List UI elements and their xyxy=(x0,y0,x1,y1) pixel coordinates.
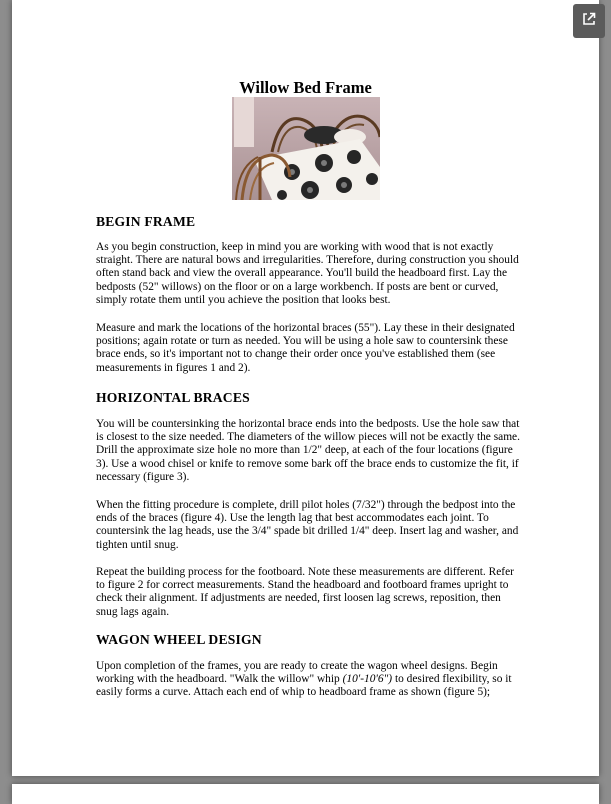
paragraph-text: Repeat the building process for the footboard. Note these measurements are different. Refer to figure 2 for correct measurements. Stand the headboard and footboard frames upright to check their alignment. If adjustments are needed, first loosen lag screws, reposition, then snug lags again. xyxy=(96,566,514,618)
paragraph-text: Measure and mark the locations of the horizontal braces (55"). Lay these in their designated positions; again rotate or turn as needed. You will be using a hole saw to countersink these brace ends, so it's important not to change their order once you've established them (see measurements in figures 1 and 2). xyxy=(96,322,515,374)
section-heading-horizontal-braces: HORIZONTAL BRACES xyxy=(96,390,250,405)
paragraph xyxy=(96,660,522,700)
section-heading-wagon-wheel-design: WAGON WHEEL DESIGN xyxy=(96,632,262,647)
paragraph xyxy=(96,241,522,307)
paragraph-text-part: to desired flexibility, so it easily forms a curve. Attach each end of whip to headboard frame as shown (figure 5); xyxy=(96,673,512,699)
paragraph-text xyxy=(96,660,522,700)
paragraph xyxy=(96,499,522,552)
paragraph xyxy=(96,418,522,484)
bed-photo xyxy=(232,97,380,200)
paragraph-text: You will be countersinking the horizontal brace ends into the bedposts. Use the hole saw that is closest to the size needed. The diameters of the willow pieces will not be exactly the same. Drill the approximate size hole no more than 1/2" deep, at each of the four locations (figure 3). Use a wood chisel or knife to remove some bark off the brace ends to customize the fit, if necessary (figure 3). xyxy=(96,418,520,483)
open-in-new-window-button[interactable] xyxy=(573,4,605,38)
section-heading-begin-frame: BEGIN FRAME xyxy=(96,214,196,229)
next-document-page xyxy=(12,784,599,804)
open-external-icon xyxy=(581,11,597,32)
paragraph xyxy=(96,566,522,619)
document-title: Willow Bed Frame xyxy=(239,78,372,97)
paragraph xyxy=(96,322,522,375)
paragraph-text: When the fitting procedure is complete, drill pilot holes (7/32") through the bedpost into the ends of the braces (figure 4). Use the length lag that best accommodates each joint. To countersink the lag heads, use the 3/4" spade bit drilled 1/4" deep. Insert lag and washer, and tighten until snug. xyxy=(96,499,519,551)
paragraph-text: As you begin construction, keep in mind you are working with wood that is not exactly straight. There are natural bows and irregularities. Therefore, during construction you should often stand back and view the overall appearance. You'll build the headboard first. Lay the bedposts (52" willows) on the floor or on a large workbench. If posts are bent or curved, simply rotate them until you achieve the position that looks best. xyxy=(96,241,519,306)
whip-length-measurement: (10'-10'6") xyxy=(342,673,393,686)
paragraph-text-part: Upon completion of the frames, you are ready to create the wagon wheel designs. Begin working with the headboard. "Walk the willow" whip xyxy=(96,660,498,686)
